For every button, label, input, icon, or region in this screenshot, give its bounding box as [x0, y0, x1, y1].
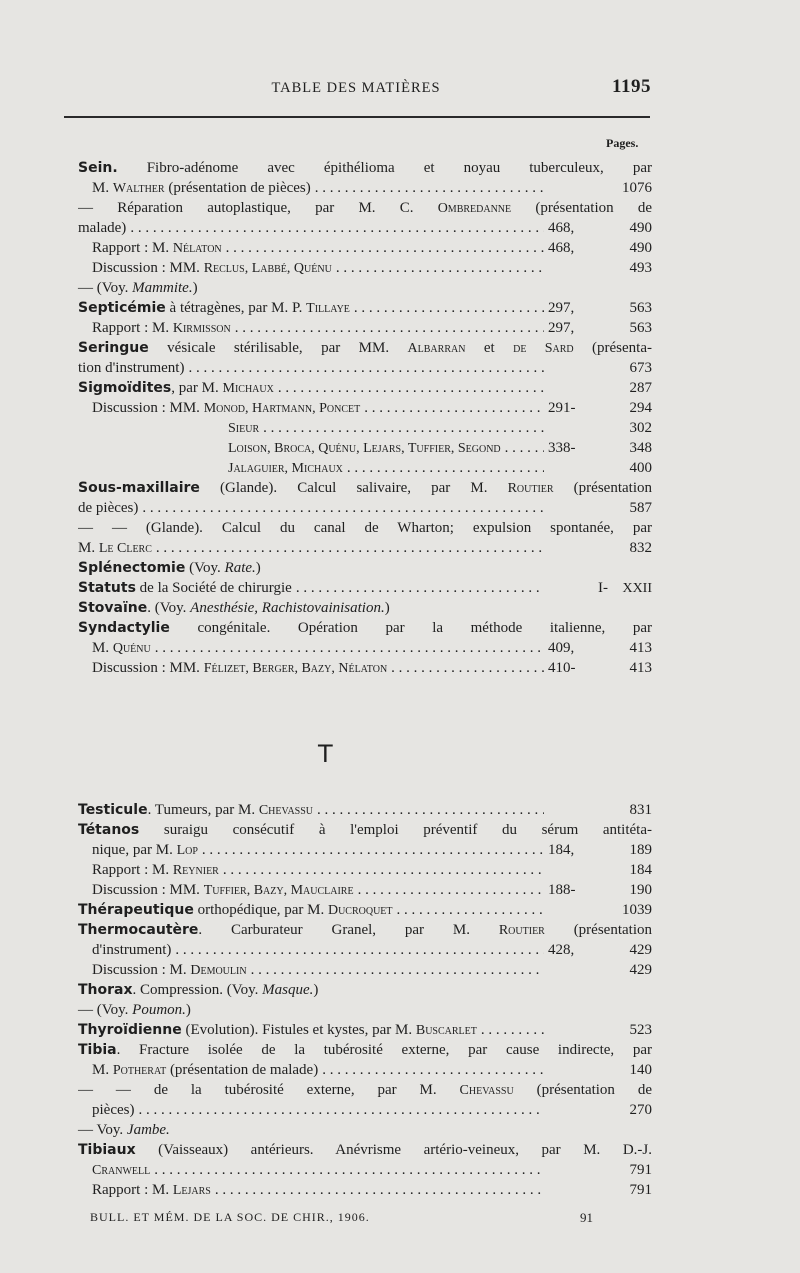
running-header-title: TABLE DES MATIÈRES — [271, 80, 441, 96]
index-line: Rapport : M. Reynier . . . 184 — [78, 860, 652, 880]
index-line: M. Le Clerc . . . 832 — [78, 538, 652, 558]
index-section-t — [78, 800, 652, 1200]
index-line: — Réparation autoplastique, par M. C. Ombredanne (présentation de — [78, 200, 652, 216]
section-letter: T — [318, 740, 333, 768]
pages-column-label: Pages. — [606, 136, 639, 150]
footer-journal: BULL. ET MÉM. DE LA SOC. DE CHIR., 1906. — [90, 1210, 370, 1224]
index-line: Discussion : MM. Tuffier, Bazy, Mauclaire . . . 188- 190 — [78, 880, 652, 900]
index-line: M. Quénu . . . 409, 413 — [78, 638, 652, 658]
index-line: malade) . . . 468, 490 — [78, 218, 652, 238]
index-line: Thérapeutique orthopédique, par M. Ducroquet . . . 1039 — [78, 900, 652, 920]
index-line: Discussion : MM. Félizet, Berger, Bazy, Nélaton . . . 410- 413 — [78, 658, 652, 678]
index-line: de pièces) . . . 587 — [78, 498, 652, 518]
index-line: — — de la tubérosité externe, par M. Chevassu (présentation de — [78, 1082, 652, 1098]
index-line: Thyroïdienne (Evolution). Fistules et kystes, par M. Buscarlet . . . 523 — [78, 1020, 652, 1040]
index-line: — — (Glande). Calcul du canal de Wharton; expulsion spontanée, par — [78, 520, 652, 536]
index-line: Statuts de la Société de chirurgie . . . I- XXII — [78, 578, 652, 598]
index-line: Thermocautère. Carburateur Granel, par M. Routier (présentation — [78, 922, 652, 938]
index-line: Loison, Broca, Quénu, Lejars, Tuffier, Segond . . . 338- 348 — [78, 438, 652, 458]
index-line: Splénectomie (Voy. Rate.) — [78, 560, 261, 576]
index-line: Thorax. Compression. (Voy. Masque.) — [78, 982, 319, 998]
index-line: pièces) . . . 270 — [78, 1100, 652, 1120]
index-line: Septicémie à tétragènes, par M. P. Tillaye . . . 297, 563 — [78, 298, 652, 318]
index-line: M. Walther (présentation de pièces) . . . 1076 — [78, 178, 652, 198]
index-section-s — [78, 158, 652, 678]
index-line: Rapport : M. Kirmisson . . . 297, 563 — [78, 318, 652, 338]
index-line: Stovaïne. (Voy. Anesthésie, Rachistovainisation.) — [78, 600, 390, 616]
index-line: Rapport : M. Lejars . . . 791 — [78, 1180, 652, 1200]
header-rule — [64, 116, 650, 118]
index-line: Discussion : M. Demoulin . . . 429 — [78, 960, 652, 980]
index-line: Sous-maxillaire (Glande). Calcul salivaire, par M. Routier (présentation — [78, 480, 652, 496]
index-line: Cranwell . . . 791 — [78, 1160, 652, 1180]
index-line: — (Voy. Mammite.) — [78, 280, 198, 296]
index-line: Tibiaux (Vaisseaux) antérieurs. Anévrisme artério-veineux, par M. D.-J. — [78, 1142, 652, 1158]
index-line: Jalaguier, Michaux . . . 400 — [78, 458, 652, 478]
index-line: — Voy. Jambe. — [78, 1122, 170, 1138]
index-line: Sein. Fibro-adénome avec épithélioma et noyau tuberculeux, par — [78, 160, 652, 176]
index-line: Sieur . . . 302 — [78, 418, 652, 438]
index-line: Tibia. Fracture isolée de la tubérosité externe, par cause indirecte, par — [78, 1042, 652, 1058]
index-line: Seringue vésicale stérilisable, par MM. Albarran et de Sard (présenta- — [78, 340, 652, 356]
index-line: Discussion : MM. Monod, Hartmann, Poncet . . . 291- 294 — [78, 398, 652, 418]
index-line: Tétanos suraigu consécutif à l'emploi préventif du sérum antitéta- — [78, 822, 652, 838]
index-line: — (Voy. Poumon.) — [78, 1002, 191, 1018]
index-line: Testicule. Tumeurs, par M. Chevassu . . . 831 — [78, 800, 652, 820]
footer-signature: 91 — [580, 1210, 593, 1225]
index-line: Discussion : MM. Reclus, Labbé, Quénu . . . 493 — [78, 258, 652, 278]
index-line: d'instrument) . . . 428, 429 — [78, 940, 652, 960]
page-number: 1195 — [612, 76, 651, 97]
index-line: Sigmoïdites, par M. Michaux . . . 287 — [78, 378, 652, 398]
index-line: Rapport : M. Nélaton . . . 468, 490 — [78, 238, 652, 258]
index-line: M. Potherat (présentation de malade) . . . 140 — [78, 1060, 652, 1080]
index-line: tion d'instrument) . . . 673 — [78, 358, 652, 378]
index-line: nique, par M. Lop . . . 184, 189 — [78, 840, 652, 860]
index-line: Syndactylie congénitale. Opération par la méthode italienne, par — [78, 620, 652, 636]
